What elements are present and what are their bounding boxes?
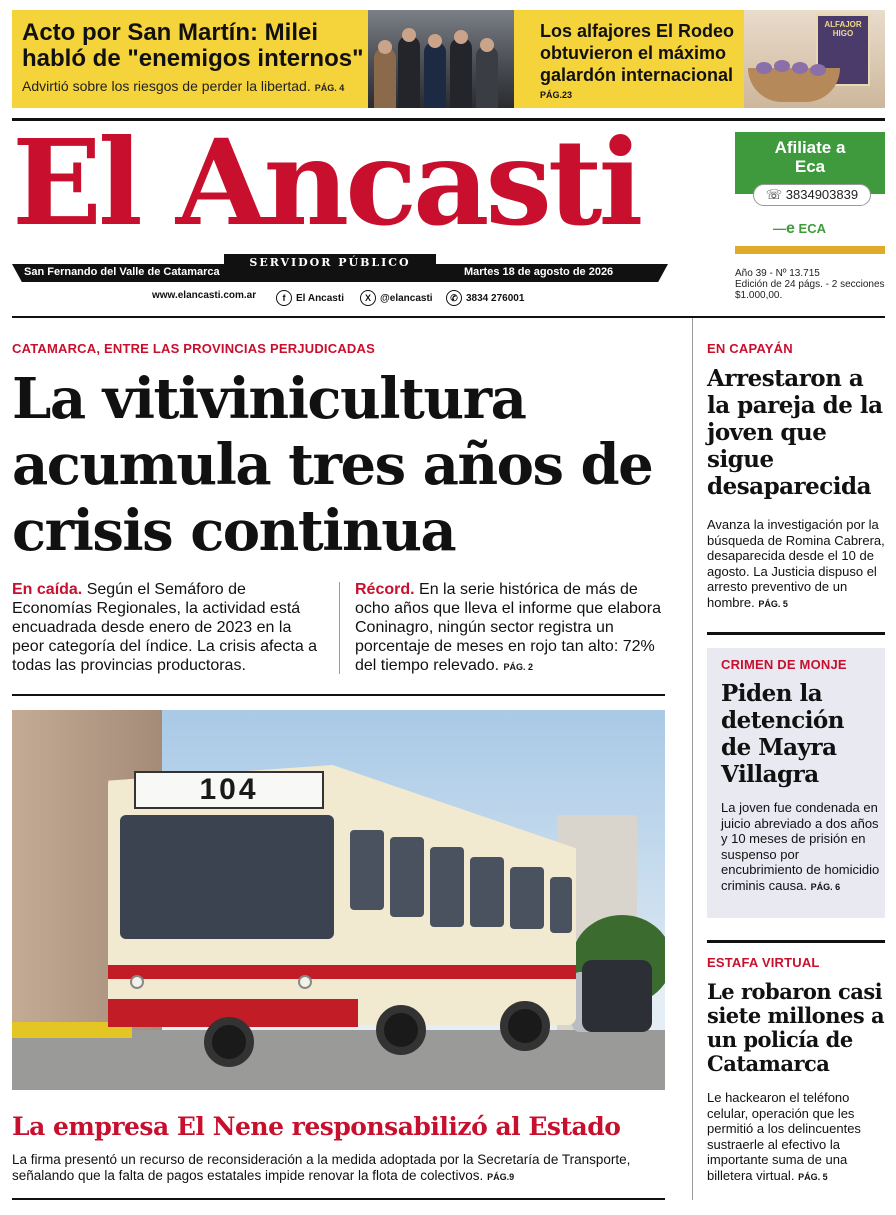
eca-bar xyxy=(735,246,885,254)
alfajor-box: ALFAJOR HIGO xyxy=(816,14,870,86)
side-1-kicker: EN CAPAYÁN xyxy=(707,341,793,356)
page-ref: PÁG. 2 xyxy=(503,662,534,672)
website-link[interactable]: www.elancasti.com.ar xyxy=(152,290,257,301)
page-ref: PÁG.9 xyxy=(487,1172,515,1182)
main-kicker: CATAMARCA, ENTRE LAS PROVINCIAS PERJUDICADAS xyxy=(12,341,375,356)
facebook-link[interactable]: f El Ancasti xyxy=(276,290,344,306)
edition-info: Año 39 - Nº 13.715 Edición de 24 págs. - 2 secciones $1.000,00. xyxy=(735,268,885,301)
page-ref: PÁG. 6 xyxy=(810,881,841,892)
page-ref: PÁG. 5 xyxy=(758,598,788,609)
side-1-headline[interactable]: Arrestaron a la pareja de la joven que sigue desaparecida xyxy=(707,365,883,500)
teaser-alfajores-title: Los alfajores El Rodeo obtuvieron el máximo galardón internacional xyxy=(540,21,735,85)
side-1-text: Avanza la investigación por la búsqueda de Romina Cabrera, desaparecida desde el 10 de agosto. La Justicia dispuso el arresto preventivo de un hombre. PÁG. 5 xyxy=(707,517,885,610)
bus xyxy=(108,755,576,1045)
side-2-kicker: CRIMEN DE MONJE xyxy=(721,657,847,672)
side-2-headline[interactable]: Piden la detención de Mayra Villagra xyxy=(721,680,844,788)
whatsapp-icon: ✆ xyxy=(446,290,462,306)
teaser-milei-subtitle: Advirtió sobre los riesgos de perder la libertad. PÁG. 4 xyxy=(22,78,345,94)
photo-act-san-martin xyxy=(368,10,514,108)
side-3-text: Le hackearon el teléfono celular, operación que les permitió a los delincuentes sustraerle al efectivo la importante suma de una billetera virtual. PÁG. 5 xyxy=(707,1090,861,1183)
bus-text: La firma presentó un recurso de reconsideración a la medida adoptada por la Secretaría de Transporte, señalando que la falta de pagos estatales impide renovar la flota de colectivos. PÁG.9 xyxy=(12,1152,631,1183)
page-ref: PÁG.23 xyxy=(540,90,573,100)
teaser-milei-title: Acto por San Martín: Milei habló de "enemigos internos" xyxy=(22,19,364,72)
bus-photo xyxy=(12,710,665,1090)
col-divider xyxy=(339,582,340,674)
bottom-rule xyxy=(12,1198,665,1200)
masthead-location: San Fernando del Valle de Catamarca xyxy=(24,266,220,278)
masthead-rule xyxy=(12,316,885,318)
facebook-icon: f xyxy=(276,290,292,306)
side-3-headline[interactable]: Le robaron casi siete millones a un policía de Catamarca xyxy=(707,979,885,1076)
teaser-alfajores[interactable] xyxy=(514,10,885,108)
eca-phone: ☏ 3834903839 xyxy=(753,184,871,206)
main-col-1: En caída. Según el Semáforo de Economías Regionales, la actividad está encuadrada desde enero de 2023 en la peor categoría del índice. La crisis afecta a todas las provincias productoras. xyxy=(12,581,318,674)
page-ref: PÁG. 5 xyxy=(798,1171,828,1182)
x-icon: X xyxy=(360,290,376,306)
bus-headline[interactable]: La empresa El Nene responsabilizó al Estado xyxy=(12,1112,621,1141)
eca-ad-title: Afiliate a Eca xyxy=(735,132,885,194)
page-ref: PÁG. 4 xyxy=(314,83,345,93)
side-rule xyxy=(707,940,885,943)
masthead-date: Martes 18 de agosto de 2026 xyxy=(464,266,614,278)
eca-ad[interactable] xyxy=(735,132,885,254)
main-headline[interactable]: La vitivinicultura acumula tres años de crisis continua xyxy=(12,366,653,564)
motto: SERVIDOR PÚBLICO xyxy=(224,254,436,272)
main-col-2: Récord. En la serie histórica de más de ocho años que lleva el informe que elabora Coninagro, ningún sector registra un porcentaje de meses en rojo tan alto: 72% del tiempo relevado. PÁG. 2 xyxy=(355,581,661,674)
photo-alfajores xyxy=(744,10,885,108)
column-divider xyxy=(692,318,693,1200)
story-rule xyxy=(12,694,665,696)
teaser-milei[interactable] xyxy=(12,10,514,108)
bus-number-sign: 104 xyxy=(134,771,324,809)
side-2-text: La joven fue condenada en juicio abreviado a dos años y 10 meses de prisión en suspenso por encubrimiento de homicidio criminis causa. PÁG. 6 xyxy=(721,800,880,893)
side-rule xyxy=(707,632,885,635)
eca-brand: —e ECA xyxy=(773,220,826,237)
side-3-kicker: ESTAFA VIRTUAL xyxy=(707,955,820,970)
twitter-link[interactable]: X @elancasti xyxy=(360,290,433,306)
newspaper-logo[interactable]: El Ancasti xyxy=(12,113,640,252)
whatsapp-link[interactable]: ✆ 3834 276001 xyxy=(446,290,524,306)
